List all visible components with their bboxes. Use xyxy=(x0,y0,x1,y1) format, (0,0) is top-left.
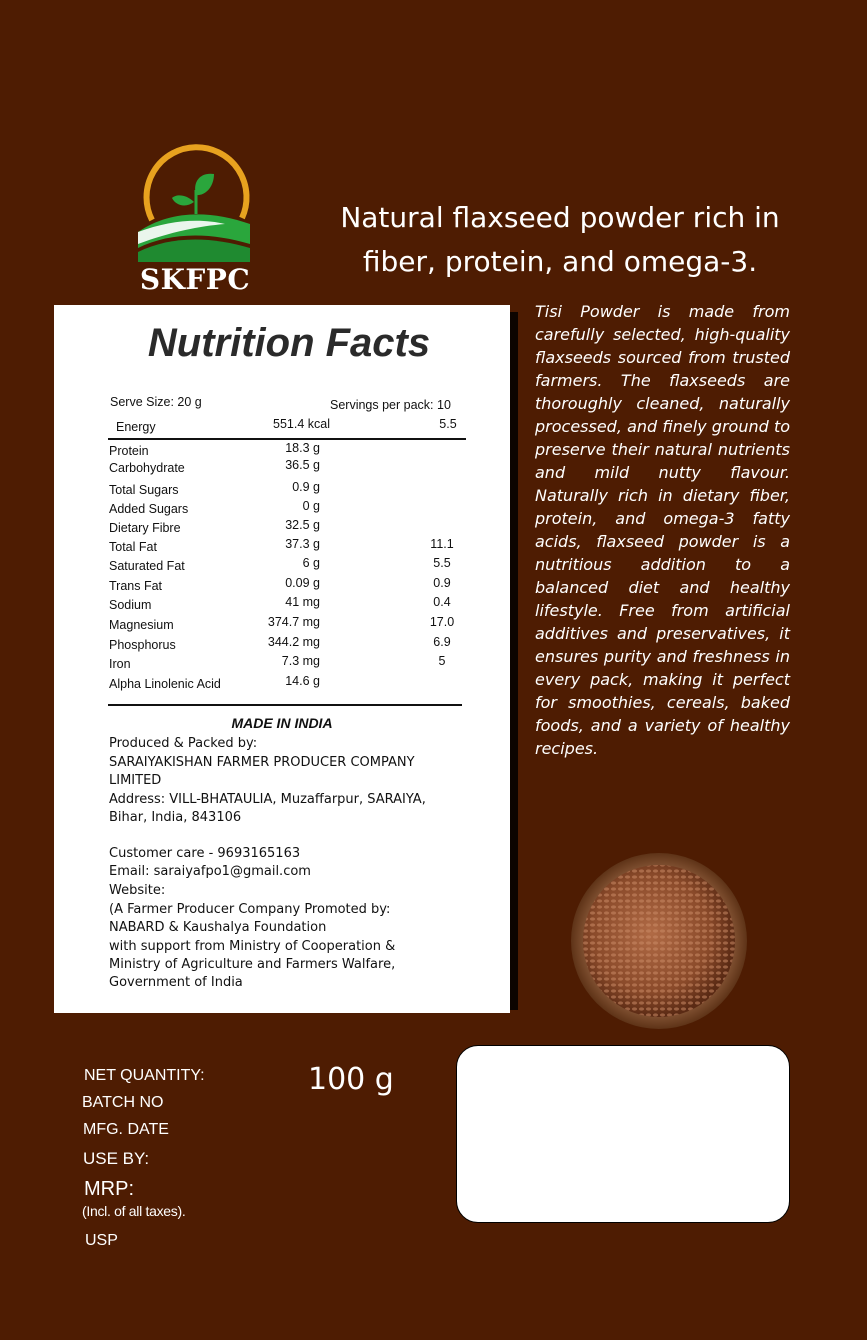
nutrient-name: Magnesium xyxy=(109,618,174,632)
mrp-label: MRP: xyxy=(84,1178,134,1200)
address-line: Ministry of Agriculture and Farmers Walfare, xyxy=(109,957,396,972)
nutrient-name: Total Sugars xyxy=(109,483,179,497)
energy-divider xyxy=(108,438,466,440)
nutrient-value: 0.9 g xyxy=(292,480,320,494)
flaxseed-bowl-image xyxy=(568,850,750,1032)
nutrient-value: 14.6 g xyxy=(285,674,320,688)
nutrient-value: 0 g xyxy=(302,499,320,513)
batch-details-box xyxy=(456,1045,790,1223)
nutrient-extra: 17.0 xyxy=(429,615,455,629)
nutrient-extra: 0.4 xyxy=(433,595,451,609)
leaf-sun-icon xyxy=(130,140,260,265)
made-in-india: MADE IN INDIA xyxy=(231,715,333,731)
nutrient-name: Saturated Fat xyxy=(109,559,185,573)
nutrient-value: 41 mg xyxy=(285,595,320,609)
address-line: Customer care - 9693165163 xyxy=(109,846,301,861)
use-by-label: USE BY: xyxy=(83,1149,150,1168)
mrp-note: (Incl. of all taxes). xyxy=(82,1203,186,1219)
nutrient-name: Protein xyxy=(109,444,149,458)
address-line: LIMITED xyxy=(109,773,162,788)
nutrient-extra: 5.5 xyxy=(433,556,451,570)
nutrient-extra: 5 xyxy=(438,654,446,668)
mfg-date-label: MFG. DATE xyxy=(83,1121,169,1138)
address-line: Email: saraiyafpo1@gmail.com xyxy=(109,864,311,879)
net-quantity-label: NET QUANTITY: xyxy=(84,1067,205,1084)
nutrient-name: Trans Fat xyxy=(109,579,163,593)
address-line: Government of India xyxy=(109,975,243,990)
nutrition-facts-panel xyxy=(54,305,510,1013)
nutrient-name: Phosphorus xyxy=(109,638,176,652)
nutrition-facts-title: Nutrition Facts xyxy=(147,321,431,365)
nutrient-name: Carbohydrate xyxy=(109,461,185,475)
nutrient-value: 32.5 g xyxy=(285,518,320,532)
net-quantity-value: 100 g xyxy=(308,1062,394,1097)
nutrient-name: Alpha Linolenic Acid xyxy=(109,677,221,691)
brand-logo xyxy=(130,140,260,300)
address-line: Website: xyxy=(109,883,166,898)
product-description: Tisi Powder is made from carefully selected, high-quality flaxseeds sourced from trusted farmers. The flaxseeds are thoroughly cleaned, naturally processed, and finely ground to preserve their natural nutrients and mild nutty flavour. Naturally rich in dietary fiber, protein, and omega-3 fatty acids, flaxseed powder is a nutritious addition to a balanced diet and healthy lifestyle. Free from artificial additives and preservatives, it ensures purity and freshness in every pack, making it perfect for smoothies, cereals, baked foods, and a variety of healthy recipes. xyxy=(535,302,790,758)
nutrient-extra: 11.1 xyxy=(430,537,454,551)
nutrient-extra: 0.9 xyxy=(433,576,451,590)
address-line: with support from Ministry of Cooperation & xyxy=(109,939,396,954)
batch-no-label: BATCH NO xyxy=(82,1094,164,1111)
nutrient-value: 374.7 mg xyxy=(267,615,320,629)
nutrient-name: Sodium xyxy=(109,598,152,612)
nutrient-value: 551.4 kcal xyxy=(273,417,330,431)
nutrient-value: 7.3 mg xyxy=(281,654,320,668)
nutrient-value: 0.09 g xyxy=(285,576,320,590)
nutrient-extra: 6.9 xyxy=(433,635,451,649)
nutrient-value: 36.5 g xyxy=(285,458,320,472)
nutrient-value: 37.3 g xyxy=(285,537,320,551)
address-line: Bihar, India, 843106 xyxy=(109,810,242,825)
nutrient-name: Added Sugars xyxy=(109,502,189,516)
nutrient-value: 344.2 mg xyxy=(267,635,320,649)
logo-text: SKFPC xyxy=(139,263,251,296)
nutrient-name: Iron xyxy=(109,657,131,671)
nutrient-value: 18.3 g xyxy=(285,441,320,455)
nutrient-name: Energy xyxy=(116,420,156,434)
nutrient-value: 6 g xyxy=(302,556,320,570)
address-line: Produced & Packed by: xyxy=(109,736,258,751)
address-line: Address: VILL-BHATAULIA, Muzaffarpur, SARAIYA, xyxy=(109,792,426,807)
nutrient-name: Dietary Fibre xyxy=(109,521,181,535)
serve-size: Serve Size: 20 g xyxy=(110,395,202,409)
servings-per-pack: Servings per pack: 10 xyxy=(330,398,451,412)
nutrient-name: Total Fat xyxy=(109,540,157,554)
nutrient-extra: 5.5 xyxy=(439,417,457,431)
usp-label: USP xyxy=(85,1232,118,1249)
address-line: (A Farmer Producer Company Promoted by: xyxy=(109,902,391,917)
address-line: NABARD & Kaushalya Foundation xyxy=(109,920,327,935)
table-bottom-divider xyxy=(108,704,462,706)
address-line: SARAIYAKISHAN FARMER PRODUCER COMPANY xyxy=(109,755,415,770)
product-headline: Natural flaxseed powder rich in fiber, protein, and omega-3. xyxy=(340,201,780,278)
